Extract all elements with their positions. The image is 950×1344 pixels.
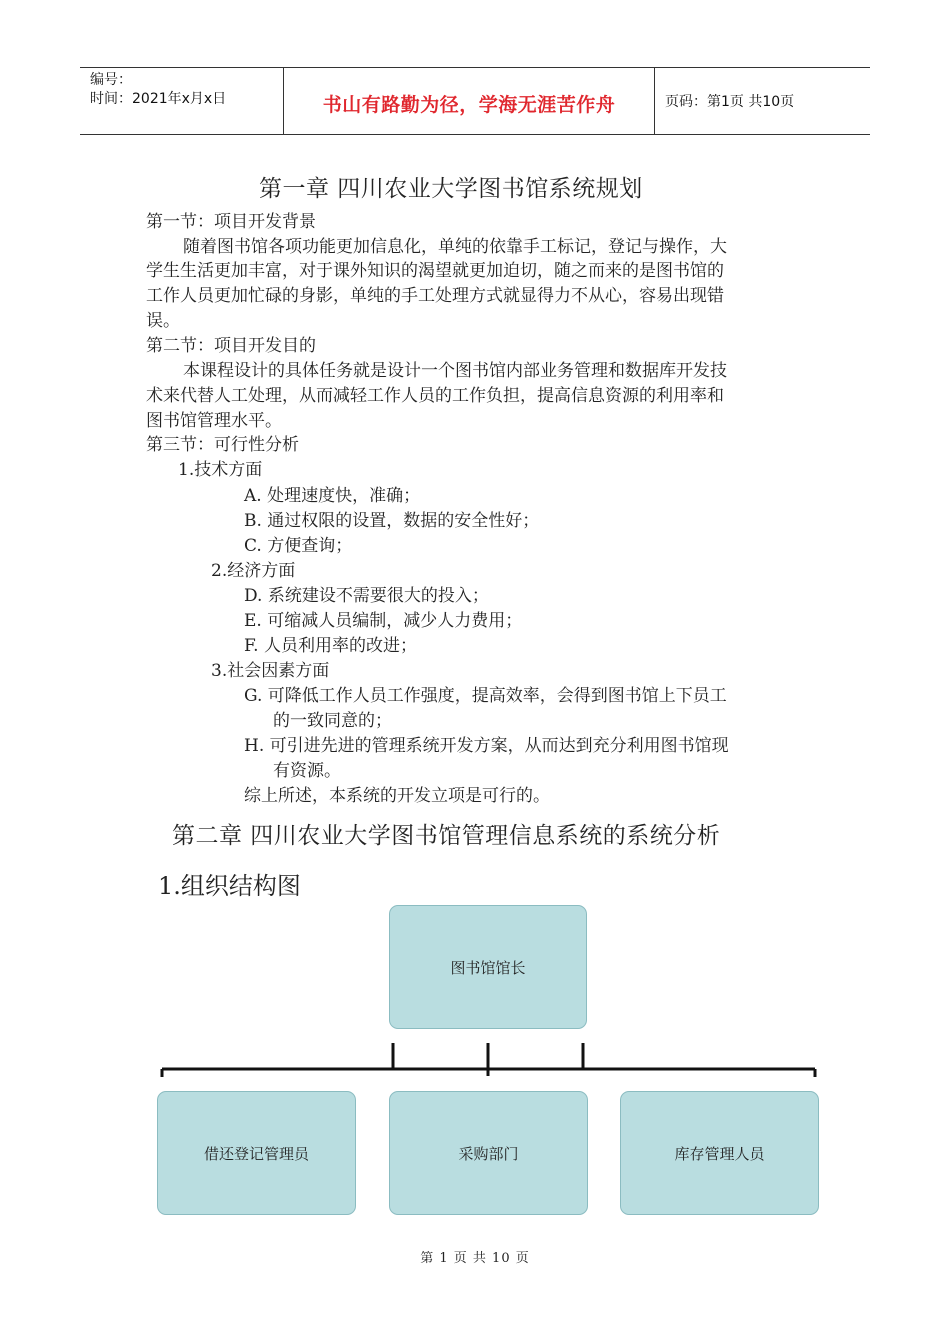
section3-heading: 第三节：可行性分析 [146, 435, 299, 455]
feasibility-item-d: D. 系统建设不需要很大的投入； [244, 586, 489, 606]
document-date: 时间：2021年x月x日 [90, 91, 227, 107]
page-footer: 第 1 页 共 10 页 [420, 1251, 530, 1266]
feasibility-item-e: E. 可缩减人员编制，减少人力费用； [244, 611, 523, 631]
feasibility-item-h-cont: 有资源。 [273, 761, 341, 781]
feasibility-item-a: A. 处理速度快，准确； [244, 486, 421, 506]
section1-line-4: 误。 [146, 311, 180, 331]
org-node-child-2 [389, 1091, 588, 1215]
org-node-root [389, 905, 587, 1029]
section1-heading: 第一节：项目开发背景 [146, 212, 316, 232]
org-node-child-2-label: 采购部门 [458, 1144, 519, 1163]
org-node-child-1 [157, 1091, 356, 1215]
document-number-label: 编号： [90, 72, 132, 88]
section1-line-2: 学生生活更加丰富，对于课外知识的渴望就更加迫切，随之而来的是图书馆的 [146, 261, 724, 281]
section1-line-3: 工作人员更加忙碌的身影，单纯的手工处理方式就显得力不从心，容易出现错 [146, 286, 724, 306]
feasibility-item-g-cont: 的一致同意的； [273, 711, 392, 731]
section2-heading: 第二节：项目开发目的 [146, 336, 316, 356]
org-node-root-label: 图书馆馆长 [450, 958, 526, 977]
chapter2-title: 第二章 四川农业大学图书馆管理信息系统的系统分析 [172, 823, 721, 849]
org-node-child-3-label: 库存管理人员 [674, 1144, 765, 1163]
feasibility-item-h: H. 可引进先进的管理系统开发方案，从而达到充分利用图书馆现 [244, 736, 729, 756]
feasibility-conclusion: 综上所述，本系统的开发立项是可行的。 [244, 786, 550, 806]
feasibility-item-g: G. 可降低工作人员工作强度，提高效率，会得到图书馆上下员工 [244, 686, 727, 706]
feasibility-item-f: F. 人员利用率的改进； [244, 636, 417, 656]
section2-line-2: 术来代替人工处理，从而减轻工作人员的工作负担，提高信息资源的利用率和 [146, 386, 724, 406]
section2-line-1: 本课程设计的具体任务就是设计一个图书馆内部业务管理和数据库开发技 [183, 361, 727, 381]
chapter1-title: 第一章 四川农业大学图书馆系统规划 [259, 176, 643, 202]
feasibility-group-tech-title: 1.技术方面 [178, 460, 263, 480]
section2-line-3: 图书馆管理水平。 [146, 411, 282, 431]
feasibility-item-c: C. 方便查询； [244, 536, 353, 556]
section1-line-1: 随着图书馆各项功能更加信息化，单纯的依靠手工标记，登记与操作，大 [183, 237, 727, 257]
header-motto: 书山有路勤为径，学海无涯苦作舟 [322, 93, 616, 116]
feasibility-group-econ-title: 2.经济方面 [211, 561, 296, 581]
org-chart-heading: 1.组织结构图 [158, 872, 301, 900]
feasibility-item-b: B. 通过权限的设置，数据的安全性好； [244, 511, 540, 531]
org-node-child-3 [620, 1091, 819, 1215]
header-page-info: 页码：第1页 共10页 [665, 94, 795, 110]
org-node-child-1-label: 借还登记管理员 [203, 1144, 309, 1163]
feasibility-group-social-title: 3.社会因素方面 [211, 661, 330, 681]
